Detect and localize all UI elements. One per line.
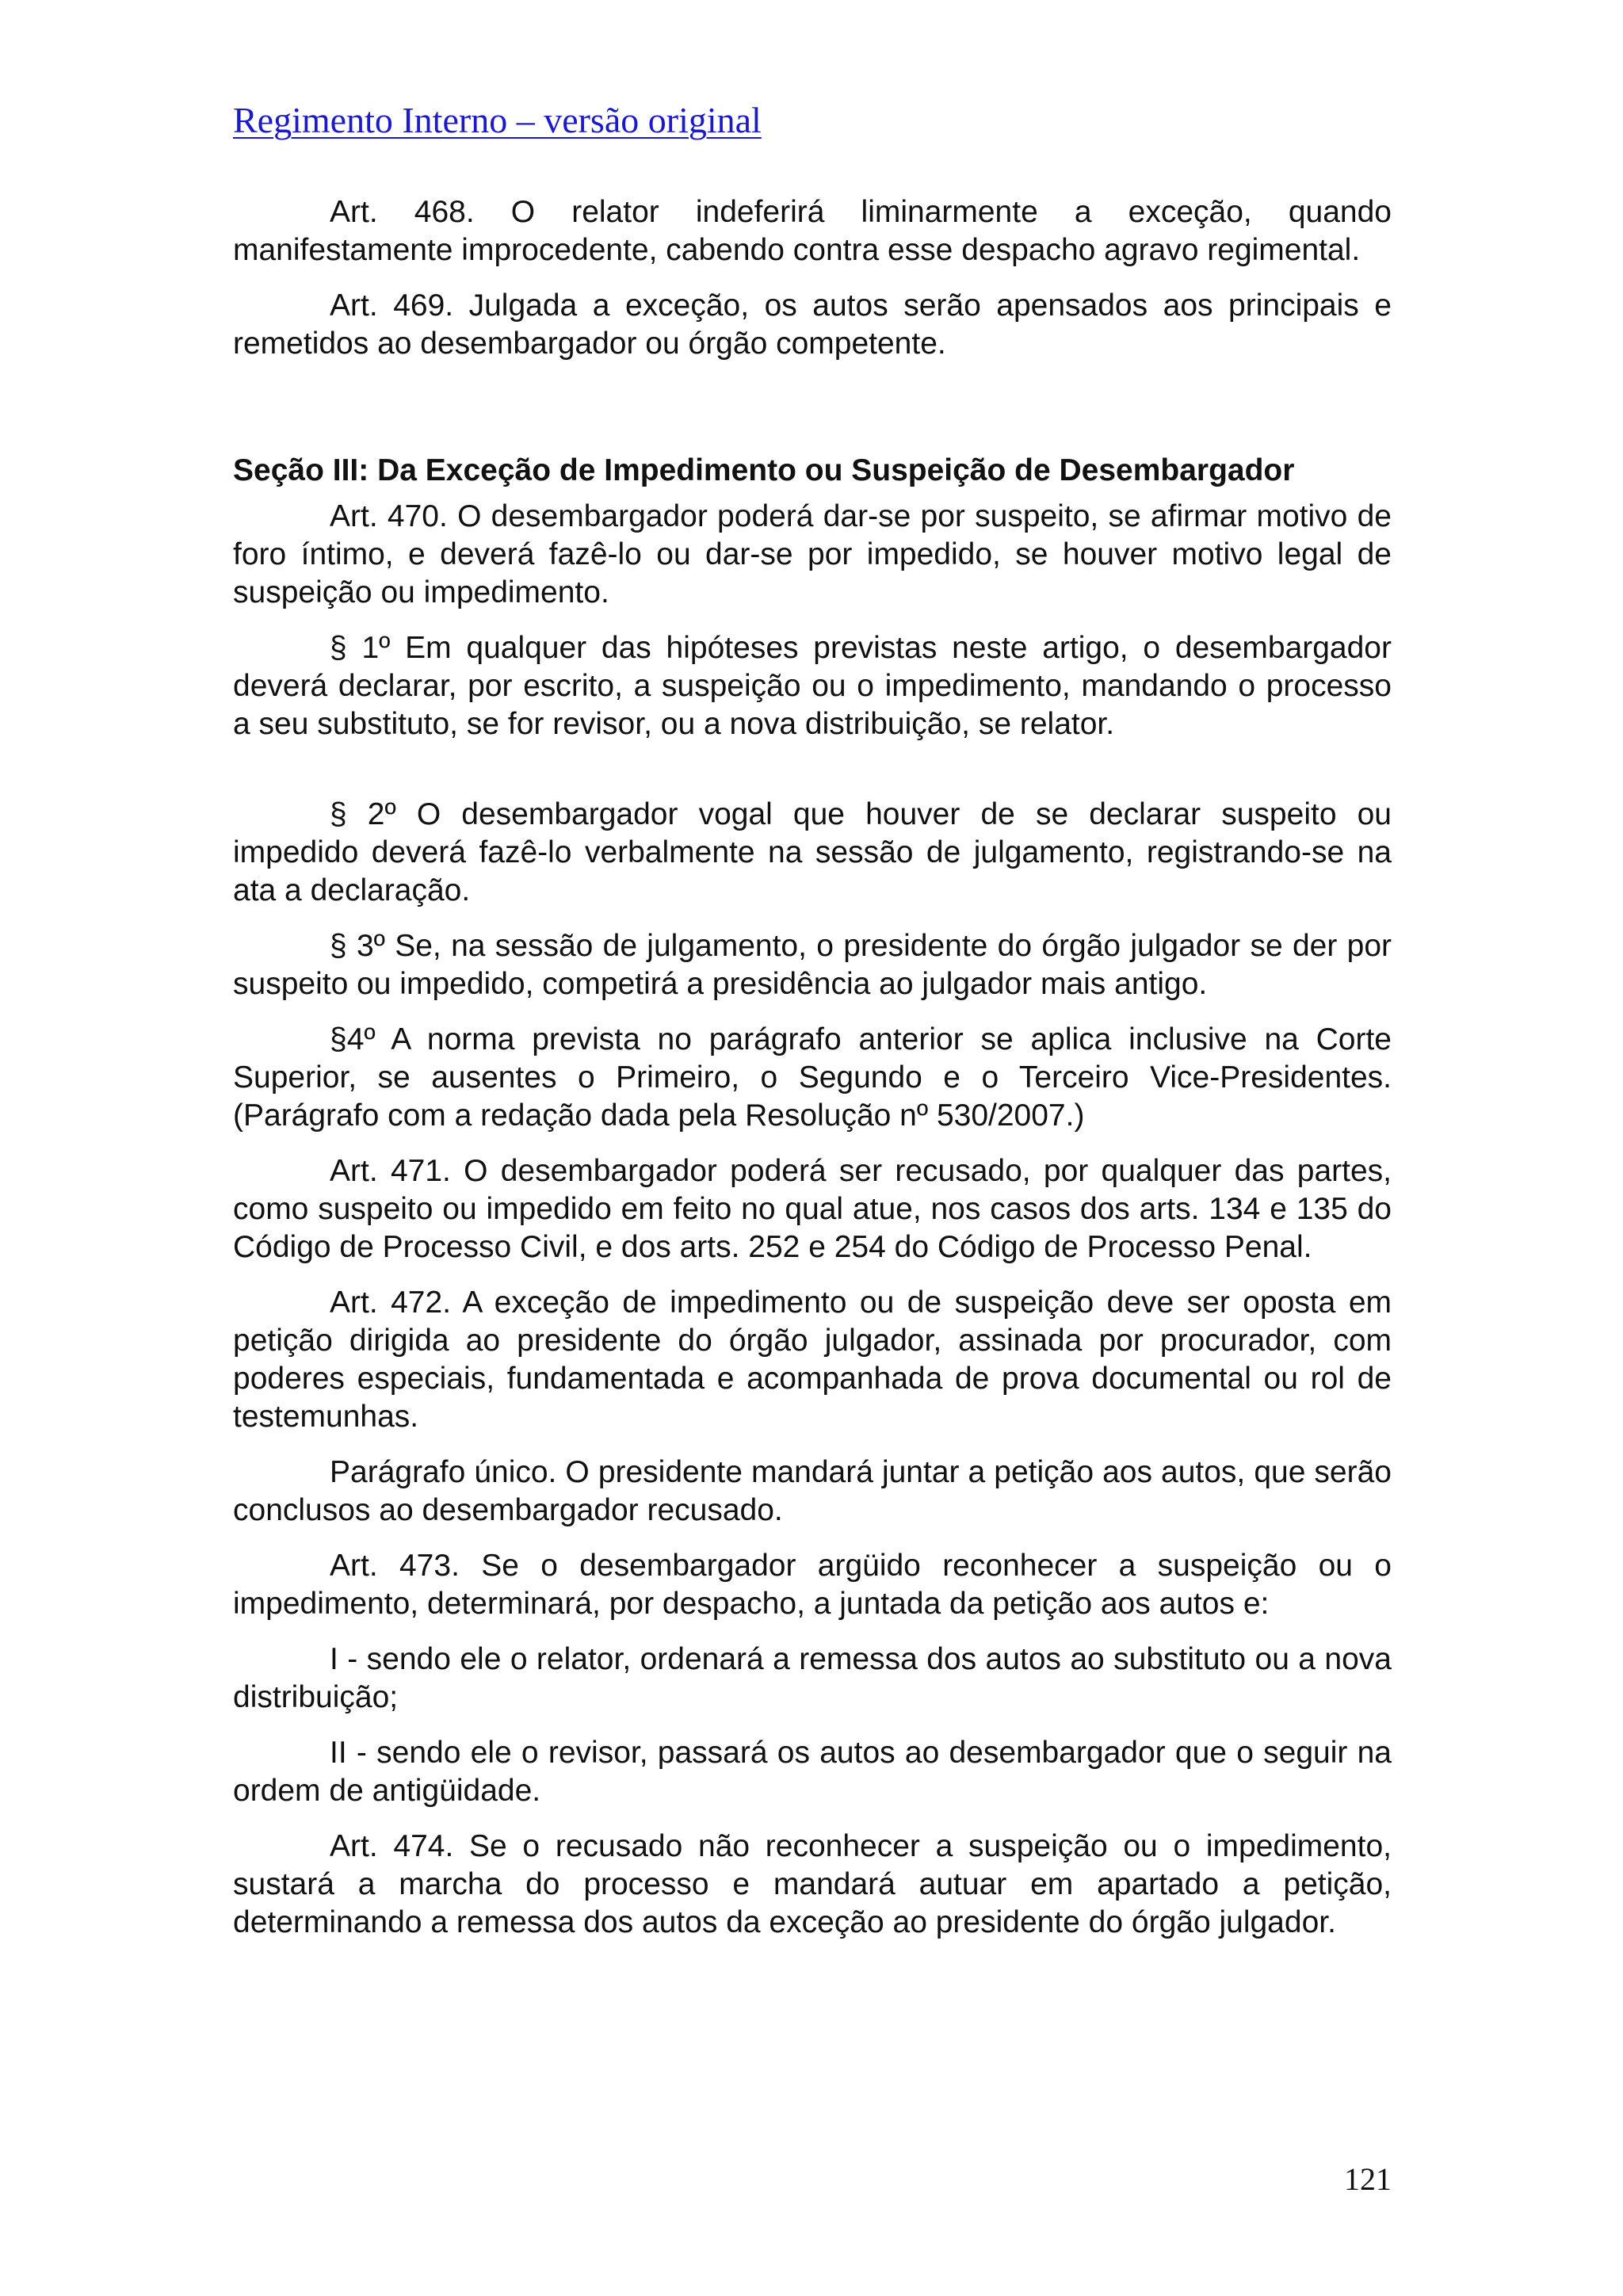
document-body [233, 193, 1392, 1959]
article-470-paragraph-2: § 2º O desembargador vogal que houver de se declarar suspeito ou impedido deverá fazê-lo verbalmente na sessão de julgamento, registrando-se na ata a declaração. [233, 797, 1392, 907]
article-469: Art. 469. Julgada a exceção, os autos serão apensados aos principais e remetidos ao desembargador ou órgão competente. [233, 288, 1392, 361]
article-470-paragraph-4: §4º A norma prevista no parágrafo anterior se aplica inclusive na Corte Superior, se ausentes o Primeiro, o Segundo e o Terceiro Vice-Presidentes. (Parágrafo com a redação dada pela Resolução nº 530/2007.) [233, 1022, 1392, 1133]
article-473-item-ii: II - sendo ele o revisor, passará os autos ao desembargador que o seguir na ordem de antigüidade. [233, 1736, 1392, 1808]
article-472-sole-paragraph: Parágrafo único. O presidente mandará juntar a petição aos autos, que serão conclusos ao desembargador recusado. [233, 1455, 1392, 1527]
article-473: Art. 473. Se o desembargador argüido reconhecer a suspeição ou o impedimento, determinará, por despacho, a juntada da petição aos autos e: [233, 1549, 1392, 1621]
article-470: Art. 470. O desembargador poderá dar-se por suspeito, se afirmar motivo de foro íntimo, e deverá fazê-lo ou dar-se por impedido, se houver motivo legal de suspeição ou impedimento. [233, 499, 1392, 609]
page-number: 121 [1344, 2161, 1392, 2197]
article-471: Art. 471. O desembargador poderá ser recusado, por qualquer das partes, como suspeito ou impedido em feito no qual atue, nos casos dos arts. 134 e 135 do Código de Processo Civil, e dos arts. 252 e 254 do Código de Processo Penal. [233, 1154, 1392, 1264]
article-470-paragraph-3: § 3º Se, na sessão de julgamento, o presidente do órgão julgador se der por suspeito ou impedido, competirá a presidência ao julgador mais antigo. [233, 929, 1392, 1001]
article-474: Art. 474. Se o recusado não reconhecer a suspeição ou o impedimento, sustará a marcha do processo e mandará autuar em apartado a petição, determinando a remessa dos autos da exceção ao presidente do órgão julgador. [233, 1829, 1392, 1939]
article-470-paragraph-1: § 1º Em qualquer das hipóteses previstas neste artigo, o desembargador deverá declarar, por escrito, a suspeição ou o impedimento, mandando o processo a seu substituto, se for revisor, ou a nova distribuição, se relator. [233, 631, 1392, 741]
article-473-item-i: I - sendo ele o relator, ordenará a remessa dos autos ao substituto ou a nova distribuição; [233, 1642, 1392, 1714]
header-title-link[interactable]: Regimento Interno – versão original [233, 100, 762, 140]
article-472: Art. 472. A exceção de impedimento ou de suspeição deve ser oposta em petição dirigida ao presidente do órgão julgador, assinada por procurador, com poderes especiais, fundamentada e acompanhada de prova documental ou rol de testemunhas. [233, 1286, 1392, 1434]
article-468: Art. 468. O relator indeferirá liminarmente a exceção, quando manifestamente improcedente, cabendo contra esse despacho agravo regimental. [233, 195, 1392, 267]
section-heading: Seção III: Da Exceção de Impedimento ou Suspeição de Desembargador [233, 453, 1295, 487]
